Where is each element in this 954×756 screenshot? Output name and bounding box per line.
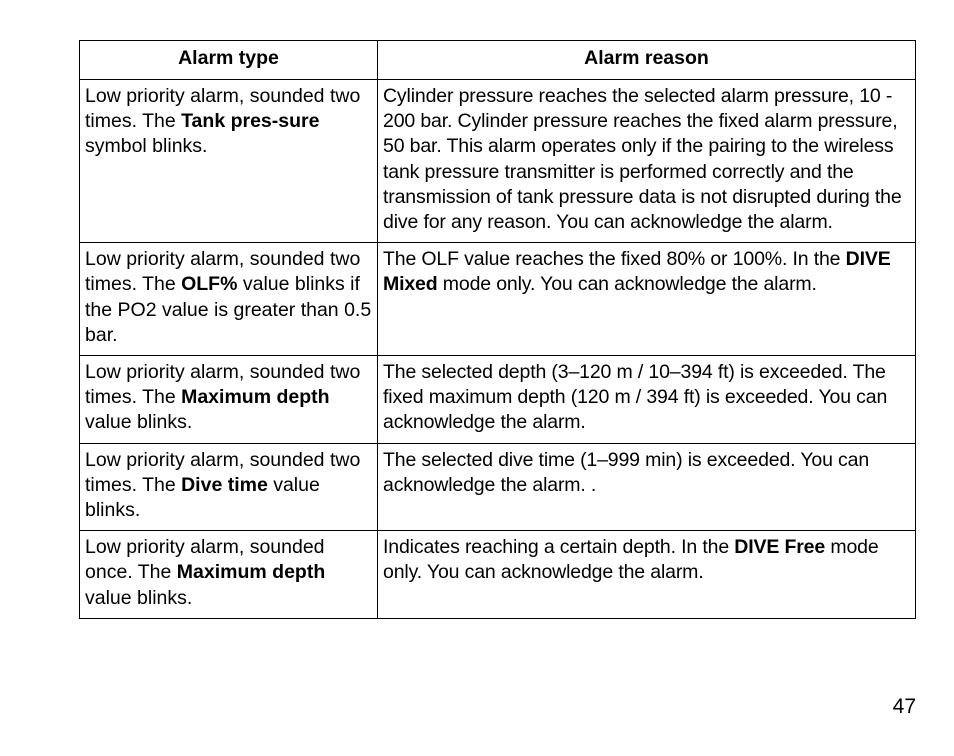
alarm-type-text: value blinks.: [85, 586, 193, 609]
alarm-reason-text: Cylinder pressure reaches the selected alarm pressure, 10 - 200 bar. Cylinder pressure reaches the fixed alarm pressure, 50 bar. This alarm operates only if the pairing to the wireless tank pressure transmitter is performed correctly and the transmission of tank pressure data is not disrupted during the dive for any reason. You can acknowledge the alarm.: [383, 85, 902, 234]
alarm-reason-cell: [378, 443, 916, 531]
alarm-type-text: Low priority alarm, sounded two times. The: [85, 448, 361, 496]
table-row: [80, 443, 916, 531]
alarm-type-text: value blinks if the PO2 value is greater than 0.5 bar.: [85, 273, 372, 346]
alarm-type-text: symbol blinks.: [85, 135, 208, 158]
alarm-reason-text: The selected depth (3–120 m / 10–394 ft) is exceeded. The fixed maximum depth (120 m / 394 ft) is exceeded. You can acknowledge the alarm.: [383, 361, 888, 434]
table-row: [80, 356, 916, 444]
alarm-reason-text: Indicates reaching a certain depth. In the: [383, 536, 735, 559]
table-row: [80, 80, 916, 243]
alarm-reason-text: mode only. You can acknowledge the alarm.: [437, 273, 817, 296]
table-header-row: [80, 41, 916, 80]
alarm-type-emphasis: Tank pres-sure: [181, 110, 320, 133]
alarm-reason-text: mode only. You can acknowledge the alarm.: [383, 536, 879, 584]
alarm-type-emphasis: Dive time: [181, 473, 268, 496]
alarm-type-emphasis: Maximum depth: [181, 386, 330, 409]
alarm-type-cell: [80, 356, 378, 444]
alarm-type-cell: [80, 80, 378, 243]
alarm-reason-text: The OLF value reaches the fixed 80% or 100%. In the: [383, 248, 846, 271]
alarm-type-emphasis: OLF%: [181, 273, 238, 296]
alarm-type-text: Low priority alarm, sounded once. The: [85, 536, 325, 584]
alarm-table: [79, 40, 916, 619]
alarm-reason-cell: [378, 243, 916, 356]
alarm-type-cell: [80, 443, 378, 531]
alarm-type-emphasis: Maximum depth: [176, 561, 326, 584]
alarm-type-text: Low priority alarm, sounded two times. The: [85, 248, 361, 296]
alarm-type-text: Low priority alarm, sounded two times. The: [85, 361, 361, 409]
column-header-alarm-type: Alarm type: [80, 41, 378, 80]
alarm-type-cell: [80, 531, 378, 619]
table-row: [80, 243, 916, 356]
alarm-reason-emphasis: DIVE Mixed: [383, 248, 891, 296]
alarm-reason-cell: [378, 531, 916, 619]
page-number: 47: [892, 695, 916, 718]
alarm-reason-emphasis: DIVE Free: [734, 536, 826, 559]
column-header-alarm-reason: Alarm reason: [378, 41, 916, 80]
alarm-type-cell: [80, 243, 378, 356]
alarm-type-text: Low priority alarm, sounded two times. The: [85, 85, 361, 133]
alarm-type-text: value blinks.: [85, 411, 193, 434]
alarm-reason-text: The selected dive time (1–999 min) is exceeded. You can acknowledge the alarm. .: [383, 448, 870, 496]
table-row: [80, 531, 916, 619]
alarm-reason-cell: [378, 356, 916, 444]
alarm-type-text: value blinks.: [85, 473, 320, 522]
alarm-reason-cell: [378, 80, 916, 243]
